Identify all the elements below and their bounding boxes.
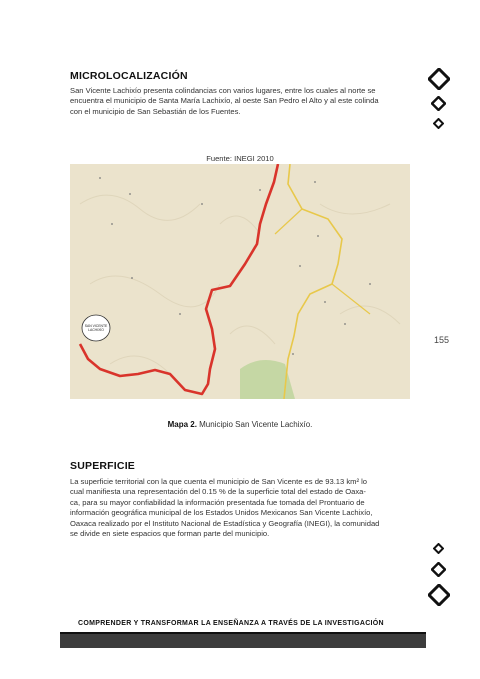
paragraph-line: información geográfica municipal de los Estados Unidos Mexicanos San Vicente Lachixío, xyxy=(70,508,373,518)
paragraph-line: se divide en siete espacios que forman parte del municipio. xyxy=(70,529,270,539)
marker-label: SAN VICENTE xyxy=(84,324,108,328)
footer-bar xyxy=(60,634,426,648)
diamond-ornament-icon xyxy=(433,543,444,554)
caption-label: Mapa 2. xyxy=(167,420,197,429)
superficie-paragraph xyxy=(70,477,430,539)
microlocalizacion-paragraph xyxy=(70,86,430,117)
paragraph-line: ca, para su mayor confiabilidad la información presentada fue tomada del Prontuario de xyxy=(70,497,365,507)
source-citation: Fuente: INEGI 2010 xyxy=(206,154,274,163)
footer-title: COMPRENDER Y TRANSFORMAR LA ENSEÑANZA A TRAVÉS DE LA INVESTIGACIÓN xyxy=(78,620,384,627)
caption-text: Municipio San Vicente Lachixío. xyxy=(196,420,313,429)
page-number: 155 xyxy=(434,335,450,345)
diamond-ornament-icon xyxy=(428,68,450,90)
diamond-ornament-icon xyxy=(431,562,446,577)
paragraph-line: La superficie territorial con la que cuenta el municipio de San Vicente es de 93.13 km² lo xyxy=(70,477,368,486)
paragraph-line: encuentra el municipio de Santa María Lachixío, al oeste San Pedro el Alto y al este colinda xyxy=(70,96,379,106)
municipality-map xyxy=(70,164,410,399)
marker-label: LACHIXÍO xyxy=(88,328,104,332)
section-heading-microlocalizacion: MICROLOCALIZACIÓN xyxy=(70,70,188,82)
section-heading-superficie: SUPERFICIE xyxy=(70,460,136,472)
paragraph-line: San Vicente Lachixío presenta colindancias con varios lugares, entre los cuales al norte se xyxy=(70,86,376,95)
diamond-ornament-icon xyxy=(433,118,444,129)
paragraph-line: Oaxaca realizado por el Instituto Nacional de Estadística y Geografía (INEGI), la comunidad xyxy=(70,518,380,528)
map-graphic xyxy=(70,164,410,399)
diamond-ornament-icon xyxy=(431,96,446,111)
paragraph-line: cual manifiesta una representación del 0.15 % de la superficie total del estado de Oaxa- xyxy=(70,487,366,497)
map-caption xyxy=(70,420,410,429)
map-terrain xyxy=(70,164,410,399)
paragraph-line: con el municipio de San Sebastián de los Fuentes. xyxy=(70,106,241,116)
diamond-ornament-icon xyxy=(428,584,450,606)
